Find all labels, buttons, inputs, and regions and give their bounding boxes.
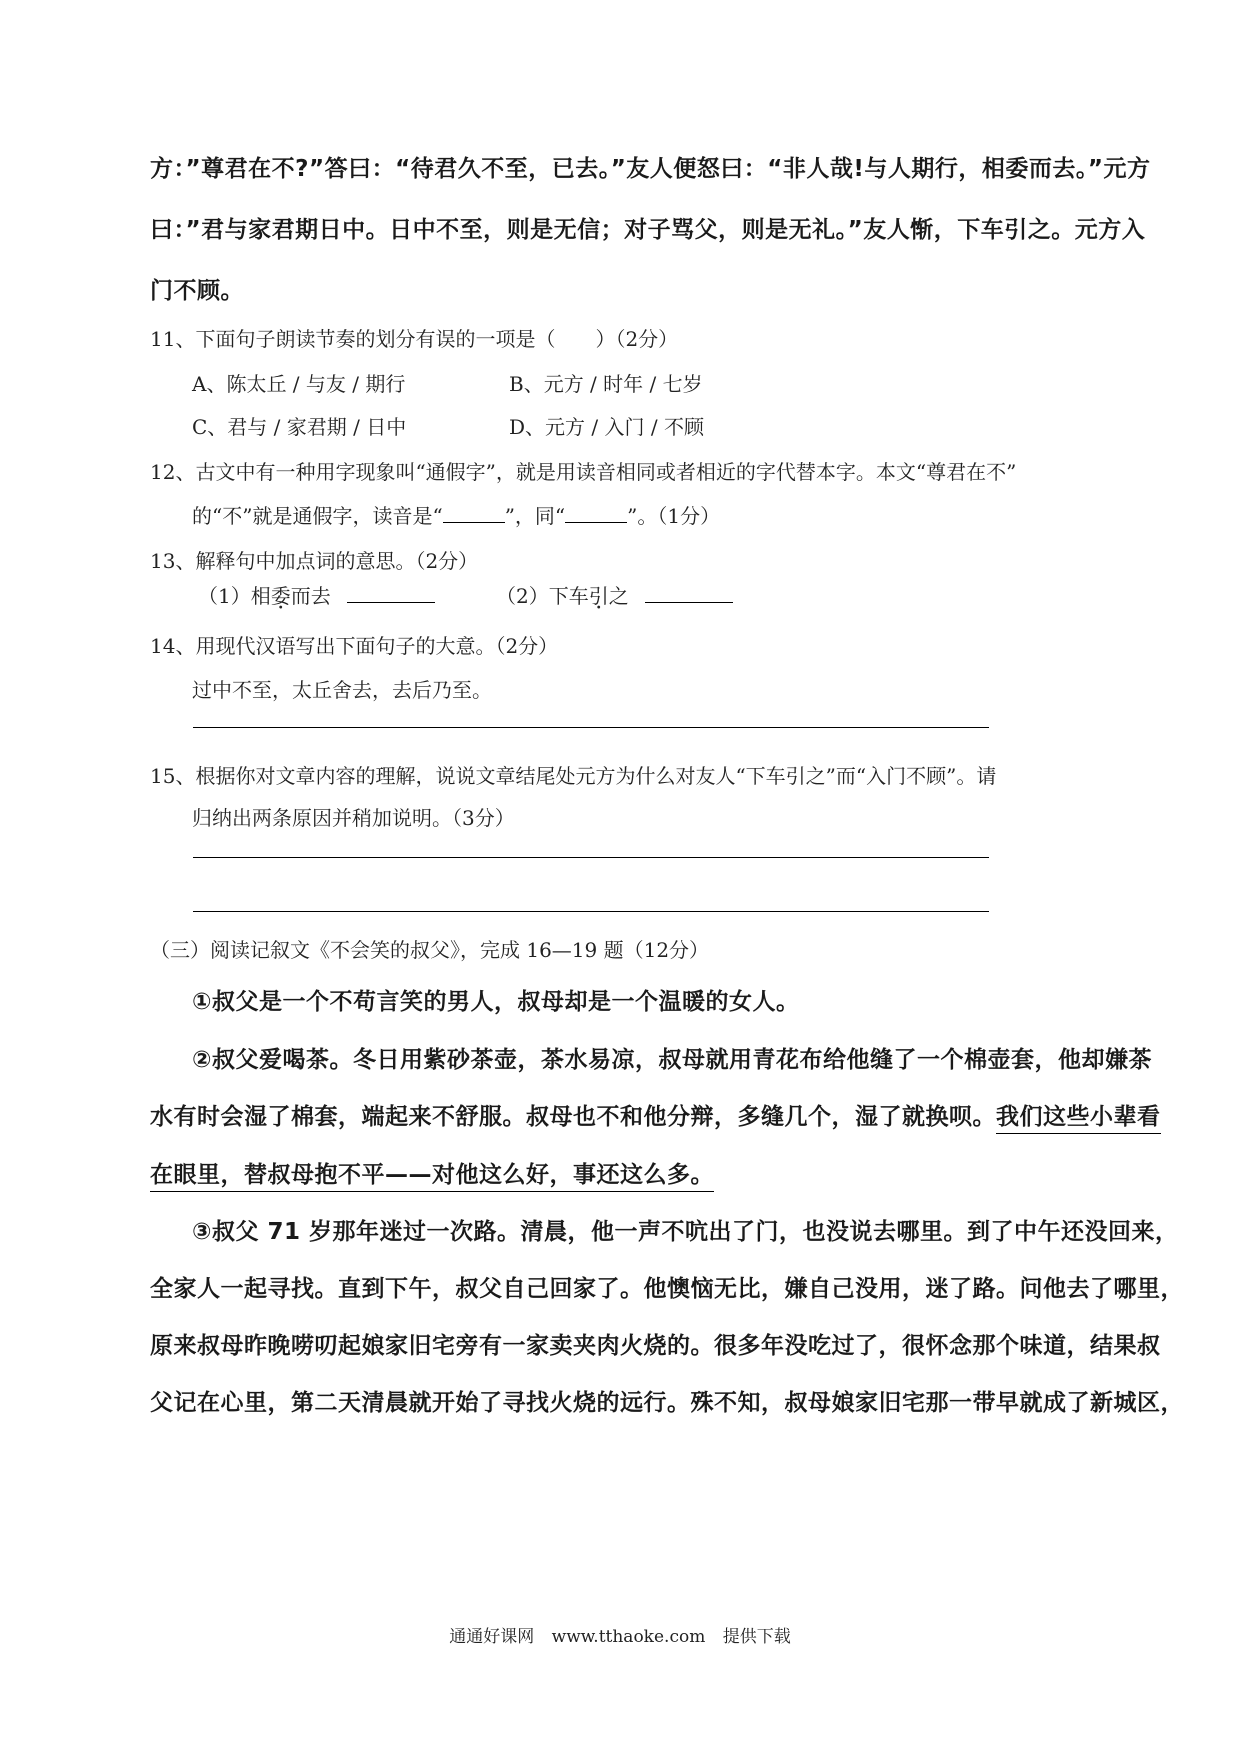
question-13-part-2: [496, 580, 733, 609]
question-11-option-c: C、君与 / 家君期 / 日中: [192, 415, 407, 439]
section-3-paragraph-3-line-2: 全家人一起寻找。直到下午，叔父自己回家了。他懊恼无比，嫌自己没用，迷了路。问他去了哪里，: [150, 1276, 1184, 1302]
question-11-option-a: A、陈太丘 / 与友 / 期行: [192, 372, 406, 396]
question-13-part-2-blank[interactable]: [645, 584, 733, 603]
dotted-word-yin: 引: [588, 584, 609, 608]
passage-line-3: 门不顾。: [150, 278, 244, 304]
question-15-stem-cont: 归纳出两条原因并稍加说明。（3分）: [192, 806, 515, 830]
question-11-option-b: B、元方 / 时年 / 七岁: [509, 372, 703, 396]
question-12-text-a: 的“不”就是通假字，读音是“: [192, 504, 443, 528]
section-3-paragraph-1: ①叔父是一个不苟言笑的男人，叔母却是一个温暖的女人。: [192, 989, 800, 1015]
section-3-heading: （三）阅读记叙文《不会笑的叔父》，完成 16—19 题（12分）: [150, 938, 710, 962]
question-11-option-d: D、元方 / 入门 / 不顾: [509, 415, 704, 439]
question-14-answer-line[interactable]: [193, 727, 989, 728]
question-12-same-as-blank[interactable]: [565, 504, 627, 523]
footer-url-link[interactable]: www.tthaoke.com: [551, 1627, 706, 1647]
page-footer: [0, 1622, 1240, 1647]
paragraph-2-plain-text: 水有时会湿了棉套，端起来不舒服。叔母也不和他分辩，多缝几个，湿了就换呗。: [150, 1104, 996, 1130]
section-3-paragraph-3-line-3: 原来叔母昨晚唠叨起娘家旧宅旁有一家卖夹肉火烧的。很多年没吃过了，很怀念那个味道，结果叔: [150, 1333, 1161, 1359]
passage-line-2: 曰：”君与家君期日中。日中不至，则是无信；对子骂父，则是无礼。”友人惭，下车引之。元方入: [150, 217, 1146, 243]
dotted-word-wei: 委: [270, 584, 291, 608]
question-15-answer-line-2[interactable]: [193, 911, 989, 912]
underlined-sentence-part-1: 我们这些小辈看: [996, 1104, 1161, 1134]
question-13-stem: 13、解释句中加点词的意思。（2分）: [150, 549, 479, 573]
question-15-answer-line-1[interactable]: [193, 857, 989, 858]
footer-suffix: 提供下载: [722, 1627, 791, 1647]
section-3-paragraph-2-line-1: ②叔父爱喝茶。冬日用紫砂茶壶，茶水易凉，叔母就用青花布给他缝了一个棉壶套，他却嫌茶: [192, 1047, 1152, 1073]
question-14-sentence: 过中不至，太丘舍去，去后乃至。: [192, 678, 492, 702]
question-12-stem: 12、古文中有一种用字现象叫“通假字”，就是用读音相同或者相近的字代替本字。本文“尊君在不”: [150, 460, 1017, 484]
section-3-paragraph-3-line-1: ③叔父 71 岁那年迷过一次路。清晨，他一声不吭出了门，也没说去哪里。到了中午还没回来，: [192, 1219, 1179, 1245]
question-12-text-c: ”。（1分）: [627, 504, 721, 528]
passage-line-1: 方：”尊君在不?”答曰：“待君久不至，已去。”友人便怒曰：“非人哉!与人期行，相委而去。”元方: [150, 156, 1151, 182]
question-13-part-2-post: 之: [608, 584, 629, 608]
question-12-answer-line: [192, 500, 720, 529]
section-3-paragraph-2-line-2: [150, 1098, 1161, 1131]
question-13-part-1: [198, 580, 435, 609]
section-3-paragraph-3-line-4: 父记在心里，第二天清晨就开始了寻找火烧的远行。殊不知，叔母娘家旧宅那一带早就成了新城区，: [150, 1390, 1184, 1416]
question-12-text-b: ”，同“: [504, 504, 566, 528]
question-13-part-2-pre: （2）下车: [496, 584, 589, 608]
underlined-sentence-part-2: 在眼里，替叔母抱不平——对他这么好，事还这么多。: [150, 1162, 714, 1192]
question-13-part-1-blank[interactable]: [347, 584, 435, 603]
question-15-stem: 15、根据你对文章内容的理解，说说文章结尾处元方为什么对友人“下车引之”而“入门不顾”。请: [150, 764, 997, 788]
question-13-part-1-post: 而去: [290, 584, 331, 608]
section-3-paragraph-2-line-3: [150, 1156, 714, 1189]
question-11-stem: 11、下面句子朗读节奏的划分有误的一项是（ ）（2分）: [150, 327, 679, 351]
question-13-part-1-pre: （1）相: [198, 584, 271, 608]
footer-site-name: 通通好课网: [449, 1627, 535, 1647]
question-14-stem: 14、用现代汉语写出下面句子的大意。（2分）: [150, 634, 559, 658]
question-12-pronunciation-blank[interactable]: [443, 504, 505, 523]
